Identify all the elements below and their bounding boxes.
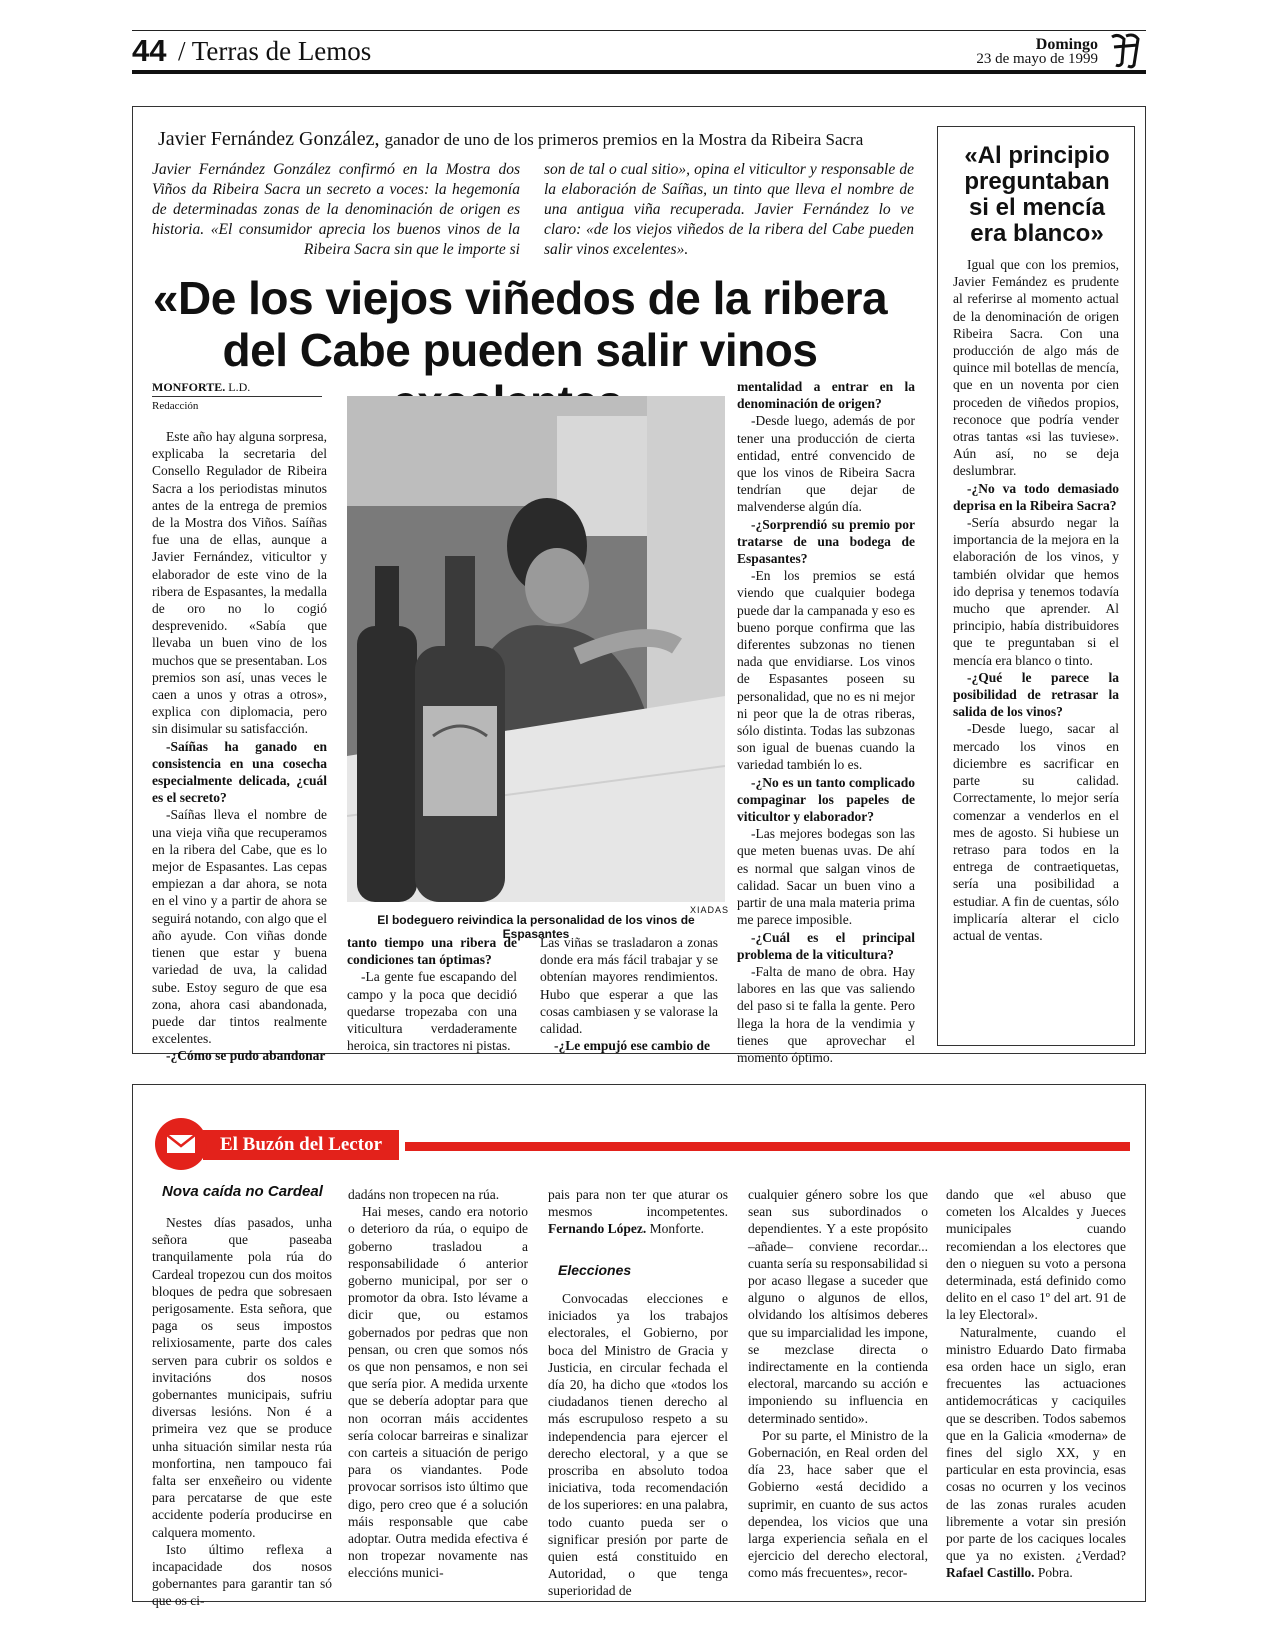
sidebar-question: -¿No va todo demasiado deprisa en la Ribeira Sacra? <box>953 480 1119 513</box>
sidebar-body <box>953 256 1119 944</box>
interview-question: -¿Cómo se pudo abandonar <box>166 1048 326 1064</box>
issue-date <box>976 37 1098 67</box>
winemaker-photo <box>347 396 725 902</box>
sidebar-headline: «Al principio preguntaban si el mencía era blanco» <box>964 142 1110 247</box>
letter-column-3b <box>548 1290 728 1600</box>
letter-paragraph: Por su parte, el Ministro de la Gobernación, en Real orden del día 23, hace saber que el Gobierno «está decidido a suprimir, en cuanto de sus actos dependea, los vicios que una larga experiencia señala en el ejercicio del derecho electoral, como más frecuentes», recor- <box>748 1427 928 1581</box>
article-paragraph: -La gente fue escapando del campo y la poca que decidió quedarse tropezaba con una viticultura verdaderamente heroica, sin tractores ni pistas. <box>347 969 517 1054</box>
letter-town: Monforte. <box>649 1221 705 1237</box>
byline <box>152 380 322 413</box>
interview-question: -¿Le empujó ese cambio de <box>554 1038 710 1054</box>
page-number: 44 <box>132 33 167 68</box>
letter-title: Nova caída no Cardeal <box>162 1183 323 1200</box>
article-kicker <box>158 128 863 151</box>
interview-question: mentalidad a entrar en la denominación de origen? <box>737 379 915 412</box>
section-rule <box>405 1142 1130 1151</box>
interview-question: -Saíñas ha ganado en consistencia en una cosecha especialmente delicada, ¿cuál es el secreto? <box>152 738 327 806</box>
lead-paragraph-2: son de tal o cual sitio», opina el viticultor y responsable de la elaboración de Saíñas, un tinto que lleva el nombre de una antigua viña recuperada. Javier Fernández lo ve claro: «de los viejos viñedos de la ribera del Cabe pueden salir vinos excelentes». <box>544 161 914 258</box>
letter-paragraph <box>946 1324 1126 1582</box>
letter-title: Elecciones <box>558 1262 632 1278</box>
interview-question: -¿Sorprendió su premio por tratarse de una bodega de Espasantes? <box>737 516 915 567</box>
interview-question: -¿No es un tanto complicado compaginar los papeles de viticultor y elaborador? <box>737 774 915 825</box>
letter-column-4 <box>748 1186 928 1582</box>
lead-paragraph-1: Javier Fernández González confirmó en la Mostra dos Viños da Ribeira Sacra un secreto a voces: la hegemonía de determinadas zonas de la denominación de origen es historia. «El consumidor aprecia los buenos vinos de la Ribeira Sacra sin que le importe si <box>152 161 520 258</box>
letters-section-title: El Buzón del Lector <box>203 1130 399 1160</box>
byline-desk: Redacción <box>152 396 322 413</box>
letter-text: Naturalmente, cuando el ministro Eduardo Dato firmaba esa orden hace un siglo, eran frecuentes las actuaciones antidemocráticas y caciquiles que se describen. Todos sabemos que en la Galicia «moderna» de fines del siglo XX, y en particular en esta provincia, esas cosas no ocurren y los vecinos de las zonas rurales acuden libremente a votar sin presión por parte de los caciques locales que ya no existen. ¿Verdad? <box>946 1324 1126 1564</box>
photo-caption: El bodeguero reivindica la personalidad de los vinos de Espasantes <box>377 913 695 941</box>
letter-column-3 <box>548 1186 728 1238</box>
letter-paragraph: Convocadas elecciones e iniciados ya los trabajos electorales, el Gobierno, por boca del Ministro de Gracia y Justicia, en circular fechada el día 20, ha dicho que «todos los ciudadanos tienen derecho al más escrupuloso respeto a su independencia para ejercer el derecho electoral, y a que se proscriba en absoluto todoa iniciativa, toda recomendación de los superiores: en una palabra, todo cuanto pueda ser o significar presión por parte de quien está constituido en Autoridad, o que tenga superioridad de <box>548 1291 728 1599</box>
article-column-1 <box>152 428 327 1065</box>
letter-paragraph: dadáns non tropecen na rúa. <box>348 1187 500 1202</box>
section-name: / Terras de Lemos <box>178 36 372 66</box>
letter-column-1 <box>152 1214 332 1610</box>
interview-question: -¿Cuál es el principal problema de la viticultura? <box>737 929 915 962</box>
byline-agency: L.D. <box>228 380 251 394</box>
letter-paragraph: dando que «el abuso que cometen los Alcaldes y Jueces municipales cuando recomiendan a los electores que den o nieguen su voto a persona determinada, está definido como delito en el caso 1º del art. 91 de la ley Electoral». <box>946 1187 1126 1323</box>
article-column-4 <box>737 378 915 1066</box>
sidebar-paragraph: Igual que con los premios, Javier Femández es prudente al referirse al momento actual de la denominación de origen Ribeira Sacra. Con una producción de algo más de quince mil botellas de mencía, que en un noventa por cien proceden de viñedos propios, reconoce que podría vender otras tantas «si las tuviese». Aún así, no se deja deslumbrar. <box>953 257 1119 479</box>
letter-paragraph: Hai meses, cando era notorio o deterioro da rúa, o equipo de goberno trasladou a responsabilidade ó anterior goberno municipal, por ser o promotor da obra. Isto lévame a dicir que, ou estamos gobernados por pedras que non pensan, ou cren que somos nós os que non pensamos, e non sei que sería pior. A medida urxente que se debería adoptar para que non ocorran máis accidentes sería colocar barreiras e sinalizar con carteis a situación de perigo para os viandantes. Pode provocar sorrisos isto último que digo, pero creo que é a solución máis responsable que cabe adoptar. Outra medida efectiva é non tropezar novamente nas eleccións munici- <box>348 1204 528 1581</box>
newspaper-logo-icon <box>1108 33 1142 69</box>
article-column-2 <box>347 934 517 1054</box>
letter-paragraph <box>548 1186 728 1238</box>
article-paragraph: -Desde luego, además de por tener una producción de cierta entidad, entré convencido de que los vinos de Ribeira Sacra tendrían que dejar de malvenderse algún día. <box>737 413 915 515</box>
letter-paragraph: Isto último reflexa a incapacidade dos nosos gobernantes para garantir tan só que os ci- <box>152 1541 332 1609</box>
sidebar-question: -¿Qué le parece la posibilidad de retrasar la salida de los vinos? <box>953 669 1119 720</box>
envelope-icon-glyph <box>155 1118 207 1170</box>
letter-paragraph: cualquier género sobre los que sean sus subordinados o dependientes. Y a este propósito –añade– conviene recordar... cuanta sería su responsabilidad si por acaso llegase a suceder que alguno o algunos de ellos, olvidando los altísimos deberes que su imparcialidad les impone, se mezclase directa o indirectamente en la contienda electoral, marcando su acción e imponiendo su influencia en determinado sentido». <box>748 1187 928 1426</box>
article-paragraph: Las viñas se trasladaron a zonas donde era más fácil trabajar y se obtenían mayores rendimientos. Hubo que esperar a que las cosas cambiasen y se valorase la calidad. <box>540 935 718 1037</box>
kicker-name: Javier Fernández González, <box>158 128 380 150</box>
letter-signature: Fernando López. <box>548 1221 647 1237</box>
photo-credit: XIADAS <box>690 905 730 915</box>
letter-column-5 <box>946 1186 1126 1582</box>
winemaker-photo-image <box>347 396 725 902</box>
byline-place: MONFORTE. <box>152 380 226 394</box>
interview-question: tanto tiempo una ribera de condiciones tan óptimas? <box>347 935 517 968</box>
issue-day: Domingo <box>1035 36 1098 53</box>
article-column-3 <box>540 934 718 1054</box>
letter-town: Pobra. <box>1037 1565 1073 1581</box>
article-paragraph: -Falta de mano de obra. Hay labores en las que vas saliendo del paso si te falla la gente. Pero llega la hora de la vendimia y tienes que aprovechar el momento óptimo. <box>737 963 915 1065</box>
masthead <box>132 30 1146 74</box>
sidebar-paragraph: -Sería absurdo negar la importancia de la mejora en la elaboración de los vinos, y también olvidar que hemos ido deprisa y tenemos todavía mucho que aprender. Al principio, había distribuidores que te preguntaban si el mencía era blanco o tinto. <box>953 515 1119 668</box>
letter-paragraph: Nestes días pasados, unha señora que paseaba tranquilamente pola rúa do Cardeal tropezou cun dos moitos bloques de pedra que sobresaen perigosamente. Esta señora, que paga os seus impostos relixiosamente, parte dos cales serven para cubrir os soldos e invitacións dos nosos gobernantes municipais, sufriu diversas lesións. Non é a primeira vez que se produce unha situación similar nesta rúa monfortina, nen tampouco fai falta ser enxeñeiro ou vidente para percatarse de que este accidente podería producirse en calquera momento. <box>152 1215 332 1540</box>
article-paragraph: -Saíñas lleva el nombre de una vieja viña que recuperamos en la ribera del Cabe, que es lo mejor de Espasantes. Las cepas empiezan a dar ahora, se nota en el vino y a partir de ahora se seguirá notando, con algo que el año ayude. Con viñas donde tienen que estar y buena variedad de uva, la calidad sube. Estoy seguro de que esa zona, ahora casi abandonada, puede dar tintos realmente excelentes. <box>152 807 327 1047</box>
letter-column-2 <box>348 1186 528 1582</box>
sidebar-paragraph: -Desde luego, sacar al mercado los vinos en diciembre es sacrificar en parte su calidad. Correctamente, lo mejor sería comenzar a venderlos en el mes de agosto. Si hubiese un retraso para todos en la entrega de contraetiquetas, sería una posibilidad a estudiar. A fin de cuentas, sólo implicaría alterar el ciclo actual de ventas. <box>953 721 1119 943</box>
headline: «De los viejos viñedos de la ribera del Cabe pueden salir vinos <box>152 272 888 376</box>
envelope-icon <box>155 1118 207 1170</box>
article-paragraph: -Las mejores bodegas son las que meten buenas uvas. De ahí es normal que salgan vinos de calidad. Sacar un buen vino a partir de una mala materia prima me parece imposible. <box>737 826 915 928</box>
letter-text: pais para non ter que aturar os mesmos incompetentes. <box>548 1187 728 1220</box>
issue-date-text: 23 de mayo de 1999 <box>976 51 1098 67</box>
article-paragraph: Este año hay alguna sorpresa, explicaba la secretaria del Consello Regulador de Ribeira Sacra a los periodistas minutos antes de la entrega de premios de la Mostra dos Viños. Saíñas fue una de ellas, aunque a Javier Fernández, viticultor y elaborador de este vino de la ribera de Espasantes, la medalla de oro no lo cogió desprevenido. «Sabía que llevaba un buen vino de los muchos que se presentaban. Los premios son así, unas veces le caen a unos y otras a otros», explica con diplomacia, pero sin disimular su satisfacción. <box>152 429 327 737</box>
article-paragraph: -En los premios se está viendo que cualquier bodega puede dar la campanada y eso es bueno porque confirma que las diferentes subzonas no tienen nada que envidiarse. Los vinos de Espasantes poseen su personalidad, que no es ni mejor ni peor que la de otras riberas, sólo distinta. Todas las subzonas son igual de buenas cuando la variedad también lo es. <box>737 568 915 773</box>
kicker-text: ganador de uno de los primeros premios en la Mostra da Ribeira Sacra <box>384 130 864 149</box>
letter-signature: Rafael Castillo. <box>946 1565 1035 1581</box>
